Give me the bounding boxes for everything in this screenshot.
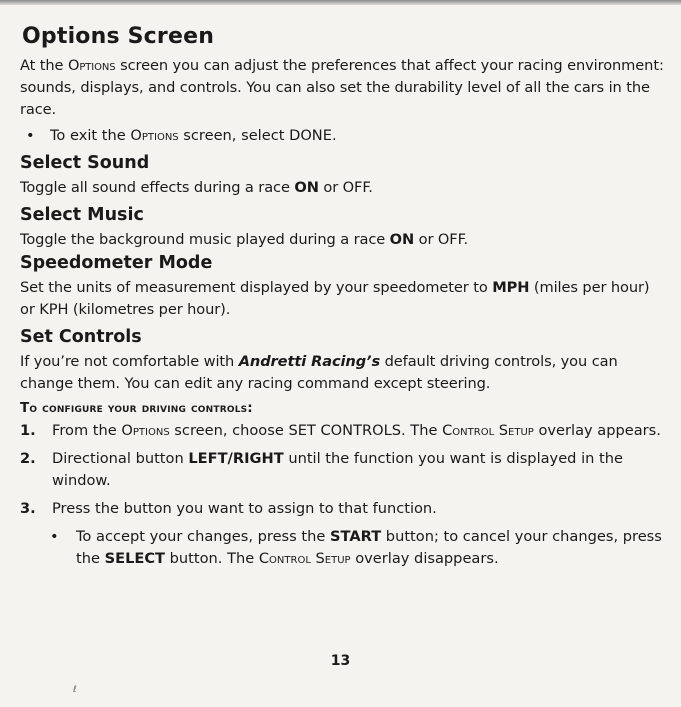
page-title: Options Screen (22, 24, 215, 49)
select-music-heading: Select Music (20, 205, 144, 225)
sound-text-2: or OFF. (318, 179, 373, 196)
tip-text-1: To accept your changes, press the (76, 528, 330, 545)
music-text-2: or OFF. (414, 231, 469, 248)
tip-text-3: button. The (165, 550, 259, 567)
speedometer-text (20, 277, 666, 321)
tip-bullet (50, 526, 666, 570)
step-1-text-3: overlay appears. (533, 422, 661, 439)
control-setup-term: Control Setup (442, 422, 534, 439)
controls-text-2: default driving controls, you can change them. You can edit any racing command except steering. (20, 353, 618, 392)
step-1-text-1: From the (52, 422, 122, 439)
manual-page (20, 24, 666, 570)
step-2 (20, 448, 666, 492)
music-on-term: ON (389, 231, 415, 248)
bullet-dot: • (26, 127, 35, 144)
start-term: START (330, 528, 382, 545)
select-sound-text (20, 177, 666, 199)
exit-text-2: screen, select DONE. (178, 127, 337, 144)
margin-mark: ℓ (73, 685, 77, 695)
tip-text-4: overlay disappears. (350, 550, 499, 567)
set-controls-text (20, 351, 666, 395)
exit-bullet (26, 125, 666, 147)
speedometer-text-2: (miles per hour) or KPH (kilometres per hour). (20, 279, 650, 318)
sound-text-1: Toggle all sound effects during a race (20, 179, 295, 196)
music-text-1: Toggle the background music played during a race (20, 231, 390, 248)
left-right-term: LEFT/RIGHT (188, 450, 284, 467)
game-title: Andretti Racing’s (238, 353, 381, 370)
select-sound-heading: Select Sound (20, 153, 150, 173)
sound-on-term: ON (294, 179, 319, 196)
intro-text-1: At the (20, 57, 68, 74)
controls-text-1: If you’re not comfortable with (20, 353, 239, 370)
page-top-edge (0, 0, 681, 5)
mph-term: MPH (492, 279, 530, 296)
select-music-text (20, 229, 666, 251)
intro-paragraph (20, 55, 666, 121)
bullet-dot: • (50, 528, 59, 545)
step-2-text-1: Directional button (52, 450, 189, 467)
step-number: 1. (20, 422, 36, 439)
set-controls-heading: Set Controls (20, 327, 142, 347)
options-term: Options (121, 422, 170, 439)
select-term: SELECT (104, 550, 166, 567)
speedometer-heading: Speedometer Mode (20, 253, 213, 273)
step-number: 2. (20, 450, 36, 467)
control-setup-term: Control Setup (258, 550, 351, 567)
exit-text-1: To exit the (50, 127, 131, 144)
step-number: 3. (20, 500, 36, 517)
step-1 (20, 420, 666, 442)
speedometer-text-1: Set the units of measurement displayed by your speedometer to (20, 279, 493, 296)
intro-text-2: screen you can adjust the preferences that affect your racing environment: sounds, displays, and controls. You can also set the durability level of all the cars in the race. (20, 57, 664, 118)
steps-title: To configure your driving controls: (20, 400, 253, 416)
step-3 (20, 498, 666, 520)
step-1-text-2: screen, choose SET CONTROLS. The (169, 422, 443, 439)
options-term: Options (130, 127, 179, 144)
page-number: 13 (330, 653, 351, 669)
step-3-text: Press the button you want to assign to that function. (52, 500, 437, 517)
step-2-text-2: until the function you want is displayed in the window. (52, 450, 623, 489)
tip-text-2: button; to cancel your changes, press the (76, 528, 662, 567)
options-term: Options (67, 57, 116, 74)
